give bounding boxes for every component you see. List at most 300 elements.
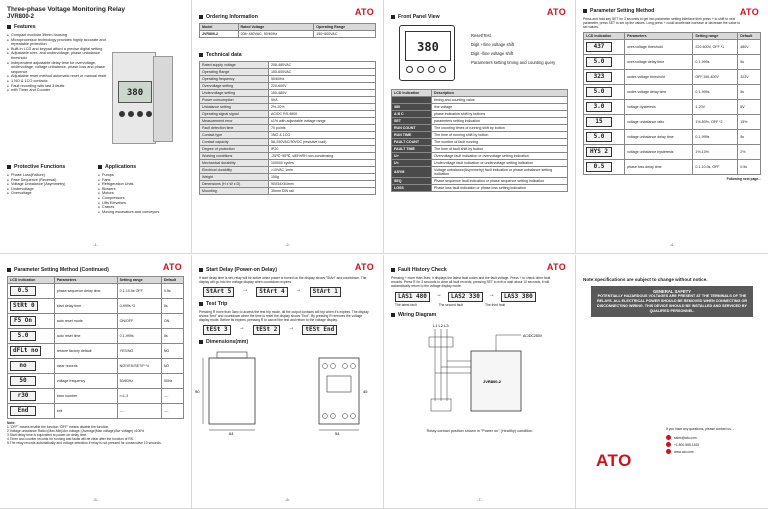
lcd-indication: SEQ (392, 178, 432, 185)
col-header: Setting range (693, 33, 738, 40)
table-row (584, 70, 761, 85)
parameter-name: auto reset mode (54, 314, 117, 329)
col-header: Default (161, 277, 183, 284)
wiring-heading: Wiring Diagram (391, 312, 568, 318)
lcd-indication (8, 359, 55, 374)
table-row (392, 104, 568, 111)
table-row (392, 146, 568, 153)
setting-range: 50/60Hz (117, 374, 161, 389)
application-item: ● Moving escavators and conveyors (98, 210, 200, 215)
lcd-indication: U< (392, 160, 432, 167)
web-icon (666, 449, 671, 454)
feature-item: ● Compact modular 35mm housing (7, 33, 109, 38)
spec-name: Contact type (200, 132, 269, 139)
lcd-indication (8, 284, 55, 299)
fault-lcd-row: LAS1 480 → LAS2 330 → LAS3 380 (395, 292, 568, 302)
default-value: 5V (738, 100, 761, 115)
default-value: NO (161, 344, 183, 359)
lcd-display: tESt End (302, 325, 337, 335)
phone-number[interactable]: +1 800-585-1519 (674, 442, 700, 447)
front-view (319, 358, 359, 424)
lcd-indication: LOSS (392, 185, 432, 192)
table-row (200, 139, 376, 146)
lcd-display: no (10, 361, 36, 371)
lcd-description: parameters setting indication (432, 118, 568, 125)
lcd-display: 5.0 (586, 87, 612, 97)
table-row (584, 145, 761, 160)
table-row (392, 97, 568, 104)
set-button-icon[interactable] (439, 66, 446, 73)
feature-item: ● 1 NO & 1CO contacts (7, 79, 109, 84)
lcd-description: Overvoltage fault indication or overvoltage setting indication (432, 153, 568, 160)
setting-range: 0.1-999s (117, 329, 161, 344)
lcd-indication (584, 145, 625, 160)
page-number: -6- (285, 497, 290, 502)
lcd-indication: FAULT TIME (392, 146, 432, 153)
lcd-indication: ASYM (392, 167, 432, 178)
lcd-description: The time of fault shift by button (432, 146, 568, 153)
phone-icon (666, 442, 671, 447)
spec-name: Weight (200, 174, 269, 181)
spec-value: 100000 cycles (268, 160, 375, 167)
table-row (200, 160, 376, 167)
table-row (200, 146, 376, 153)
page-number: -4- (669, 242, 675, 247)
start-delay-text: If start delay time is set, relay will be active when power is turned on the display shows "StArt" and countdown. The display will go into the voltage display when countdown expires. (199, 276, 367, 285)
start-delay-heading: Start Delay (Power-on Delay) (199, 267, 376, 273)
lcd-display: tESt 3 (203, 325, 231, 335)
setting-range: YES/NO (117, 344, 161, 359)
note-item: 2.Voltage unbalance Ratio=(Max-Min)/Avr voltage; (Average(Max voltage)/Avr voltage) x100% (7, 429, 145, 434)
lcd-indication (8, 329, 55, 344)
lcd-indication: RUN COUNT (392, 125, 432, 132)
parameter-name: voltage unbalance delay time (625, 130, 693, 145)
table-row (584, 100, 761, 115)
lcd-display: dFLt no (10, 346, 41, 356)
col-header: Rated Voltage (238, 24, 314, 31)
lcd-display: StRt 0 (10, 301, 38, 311)
table-row (8, 344, 184, 359)
spec-value: 155g (268, 174, 375, 181)
lcd-display: 5.0 (10, 331, 36, 341)
page-6 (192, 255, 384, 509)
fault-history-text: Pressing + more than 3sec, it displays the latest fault codes and the fault voltage. Press + to check other fault records. Press R for 3 seconds to clear all fault records; pressing SET to exit or wait about 10 seconds, it will automatically return to the voltage display mode. (391, 276, 551, 289)
wiring-diagram (391, 321, 569, 429)
lcd-display: 5.0 (586, 57, 612, 67)
lcd-display: StArt 5 (203, 287, 234, 297)
page-number: -7- (477, 497, 482, 502)
setting-range: 0.1-10.0s OFF (117, 284, 161, 299)
lcd-indication (8, 314, 55, 329)
spec-value: 150-480V (268, 90, 375, 97)
device-lcd: 380 (118, 81, 152, 103)
protective-list (7, 173, 109, 196)
table-row (200, 62, 376, 69)
application-item: ● Compressors (98, 196, 200, 201)
lcd-indication (584, 55, 625, 70)
feature-item: ● Fault recording with last 3 faults (7, 84, 109, 89)
table-row (8, 404, 184, 419)
legend-item: Reset/Test (471, 33, 491, 38)
setting-range: 1%-10% (693, 145, 738, 160)
table-row (8, 284, 184, 299)
lcd-description: Voltage unbalance(Asymmetry) fault indication or phase unbalance setting indication (432, 167, 568, 178)
protective-item: ● Undervoltage (7, 187, 109, 192)
spec-name: Operating frequency (200, 76, 269, 83)
default-value: 5s (161, 329, 183, 344)
spec-name: Electrical durability (200, 167, 269, 174)
lcd-description: Phase sequence fault indication or phase sequence setting indication (432, 178, 568, 185)
parameter-name: under-voltage delay time (625, 85, 693, 100)
col-header: LCD indication (584, 33, 625, 40)
setting-range: 1%-50%, OFF *2 (693, 115, 738, 130)
relay-caption: Relay contact position shown in "Power on" (Healthy) condition (426, 429, 533, 434)
table-row (200, 167, 376, 174)
application-item: ● Blowers (98, 187, 200, 192)
table-row (584, 85, 761, 100)
page-4 (576, 0, 768, 254)
page-number: -5- (93, 497, 98, 502)
table-row (200, 69, 376, 76)
spec-name: Mechanical durability (200, 160, 269, 167)
table-row (8, 314, 184, 329)
note-item: 1."OFF" means enable the function "OFF" means disable the function. (7, 425, 110, 430)
plus-button-icon[interactable] (417, 66, 424, 73)
applications-heading: Applications (98, 164, 188, 170)
default-value: 5s (738, 55, 761, 70)
lcd-display: r30 (10, 391, 36, 401)
relay-model-label: JVR800-2 (483, 379, 502, 385)
parameter-name: voltage unbalance hysteresis (625, 145, 693, 160)
website-link[interactable]: www.ato.com (674, 449, 694, 454)
spec-name: Undervoltage setting (200, 90, 269, 97)
start-lcd-row: StArt 5 → StArt 4 → StArt 1 (203, 287, 376, 297)
tech-table (199, 61, 376, 195)
table-row (200, 118, 376, 125)
table-row (392, 132, 568, 139)
lcd-display: 0.5 (586, 162, 612, 172)
test-lcd-row: tESt 3 → tESt 2 → tESt End (203, 325, 376, 335)
lcd-indication (584, 115, 625, 130)
lcd-display: End (10, 406, 36, 416)
page-number: -1- (93, 242, 98, 247)
table-row (392, 160, 568, 167)
default-value: NO (161, 359, 183, 374)
setting-range: 0.1-999s (693, 55, 738, 70)
side-view (209, 358, 255, 424)
minus-button-icon[interactable] (428, 66, 435, 73)
table-row (392, 118, 568, 125)
fault-caption: The second fault (438, 303, 464, 308)
spec-value: 90X54X64mm (268, 181, 375, 188)
test-trip-text: Pressing R more than 3sec to access the test trip mode, all the output contacts will trip when it's expires. The display shows "test" and countdown when the time is reset the display shows "End". By pressing R removes the voltage display mode. Before its expires, pressing R to cancel the test and return to the voltage display. (199, 310, 369, 323)
ato-logo: ATO (739, 7, 759, 17)
lcd-indication: SET (392, 118, 432, 125)
protective-item: ● Voltage Unbalance (Asymmetry) (7, 182, 109, 187)
default-value: 0.5s (161, 284, 183, 299)
note-item: 3.Start delay time is equivalent to power-on delay time. (7, 433, 88, 438)
table-row (584, 160, 761, 175)
ordering-table (199, 23, 376, 38)
page-7 (384, 255, 576, 509)
default-value: 5s (738, 130, 761, 145)
ato-logo: ATO (354, 262, 374, 272)
page-8 (576, 255, 768, 509)
table-row (200, 153, 376, 160)
parameter-name: exit (54, 404, 117, 419)
table-row (584, 115, 761, 130)
lcd-indication: RUN TIME (392, 132, 432, 139)
relay-device-side (153, 56, 173, 142)
feature-item: ● with Timer and Counter (7, 88, 109, 93)
table-row (200, 181, 376, 188)
param-heading-continued: Parameter Setting Method (Continued) (7, 267, 117, 273)
application-item: ● Cranes (98, 205, 200, 210)
setting-range: 0-999s *3 (117, 299, 161, 314)
lcd-indication (584, 70, 625, 85)
spec-name: Working conditions (200, 153, 269, 160)
test-trip-heading: Test Trip (199, 301, 376, 307)
feature-item: ● Adjustable reset method automatic reset or manual reset (7, 74, 109, 79)
model-number: JVR800-2 (7, 14, 35, 20)
ato-logo: ATO (354, 7, 374, 17)
lcd-description: Undervoltage fault indication or undervoltage setting indication (432, 160, 568, 167)
col-header: LCD indication (8, 277, 55, 284)
default-value: ON (161, 314, 183, 329)
param-table-continued (7, 276, 184, 419)
table-row (200, 125, 376, 132)
spec-value: -25℃~55℃, ≤85%RH non-condensing (268, 153, 375, 160)
setting-range: 0.1-999s (693, 130, 738, 145)
setting-range: 0.1-10.0s, OFF (693, 160, 738, 175)
table-row (8, 299, 184, 314)
feature-item: ● Built-in LCD and keypad afford a precise digital setting (7, 47, 109, 52)
lcd-description: line voltage (432, 104, 568, 111)
table-row (8, 359, 184, 374)
lcd-indication-table (391, 89, 568, 192)
setting-range: 220-600V, OFF *1 (693, 40, 738, 55)
applications-list (98, 173, 200, 214)
spec-name: Unbalance setting (200, 104, 269, 111)
parameter-name: voltage unbalance ratio (625, 115, 693, 130)
lcd-display: LAS1 480 (395, 292, 430, 302)
table-row (200, 83, 376, 90)
spec-value: AC/DC RS-4800 (268, 111, 375, 118)
ato-logo: ATO (546, 7, 566, 17)
spec-change-note: Note:specifications are subject to change without notice. (583, 277, 708, 282)
parameter-name: phase sequence delay time (54, 284, 117, 299)
parameter-name: baro number (54, 389, 117, 404)
parameter-name: clear records (54, 359, 117, 374)
page-1 (0, 0, 192, 254)
spec-value: 220-600V (268, 83, 375, 90)
lcd-description: phase indication shift by buttons (432, 111, 568, 118)
safety-text: POTENTIALLY HAZARDOUS VOLTAGES ARE PRESENT AT THE TERMINALS OF THE RELAYS. ALL ELECTRICAL POWER SHOULD BE REMOVED WHEN CONNECTING OR DISCONNECTING WIRING. THIS DEVICE SHOULD BE INSTALLED AND SERVICED BY QUALIFIED PERSONNEL. (597, 294, 747, 313)
contact-text: If you have any questions, please contact us... (666, 427, 734, 431)
table-row (200, 97, 376, 104)
spec-value: 5A,250VAC/30VDC (resistive load) (268, 139, 375, 146)
lcd-display: HYS 2 (586, 147, 612, 157)
lcd-display: 3.0 (586, 102, 612, 112)
lcd-description: The counting times of running shift by button (432, 125, 568, 132)
table-row (392, 167, 568, 178)
spec-value: 208-480VAC (268, 62, 375, 69)
safety-title: GENERAL SAFETY (652, 289, 692, 294)
default-value: 50Hz (161, 374, 183, 389)
lcd-indication (584, 85, 625, 100)
parameter-name: auto reset time (54, 329, 117, 344)
lcd-description: The time of running shift by button (432, 132, 568, 139)
table-row (392, 111, 568, 118)
table-row (200, 132, 376, 139)
protective-item: ● Overvoltage (7, 191, 109, 196)
table-row (8, 374, 184, 389)
panel-lcd-value: 380 (417, 40, 439, 54)
table-row (584, 40, 761, 55)
table-row (392, 185, 568, 192)
lcd-indication (584, 160, 625, 175)
lcd-indication (8, 299, 55, 314)
lcd-indication (8, 389, 55, 404)
param-table (583, 32, 761, 175)
spec-name: Operating signal signal (200, 111, 269, 118)
spec-name: Fault detection time (200, 125, 269, 132)
note-item: 5.The relay records automatically and voltage detection if relay is not pressed for consecutive 10 seconds. (7, 441, 162, 446)
page-3 (384, 0, 576, 254)
lcd-description: Phase loss fault indication or phase loss setting indication (432, 185, 568, 192)
default-value: ---- (161, 389, 183, 404)
default-value: 15% (738, 115, 761, 130)
lcd-display: StArt 1 (310, 287, 341, 297)
lcd-indication (584, 40, 625, 55)
reset-button-icon[interactable] (406, 66, 413, 73)
lcd-display: 0.5 (10, 286, 36, 296)
relay-device-image (112, 52, 156, 144)
lcd-display: 15 (586, 117, 612, 127)
lcd-display: 5.0 (586, 132, 612, 142)
email-link[interactable]: sales@ato.com (674, 435, 697, 440)
setting-range: NO/YES/SET/P *4 (117, 359, 161, 374)
table-row (392, 178, 568, 185)
email-icon (666, 435, 671, 440)
feature-item: ● Adjustable over- and undervoltage, phase unbalance threshold (7, 51, 109, 60)
application-item: ● Fans (98, 178, 200, 183)
table-row (200, 76, 376, 83)
spec-value: 5VA (268, 97, 375, 104)
tech-heading: Technical data (199, 52, 376, 58)
dim-label: 54 (335, 431, 340, 437)
table-row (200, 174, 376, 181)
setting-range: 1-20V (693, 100, 738, 115)
lcd-indication (584, 130, 625, 145)
default-value: 0.5s (738, 160, 761, 175)
col-header: Default (738, 33, 761, 40)
legend-item: Digit -/line voltage shift (471, 51, 514, 56)
lcd-display: StArt 4 (256, 287, 287, 297)
table-row (392, 125, 568, 132)
fault-caption: The latest fault (395, 303, 417, 308)
lcd-indication (8, 374, 55, 389)
general-safety-box (591, 286, 753, 317)
feature-item: ● Microprocessor technology provides highly accurate and repeatable protection (7, 38, 109, 47)
fault-caption: The third fault (485, 303, 506, 308)
col-header: Setting range (117, 277, 161, 284)
legend-item: Parameters setting timing and counting query (471, 60, 556, 65)
lcd-display: 437 (586, 42, 612, 52)
spec-value: 70 points (268, 125, 375, 132)
spec-value: >10VAC 1min (268, 167, 375, 174)
front-panel-drawing (391, 23, 568, 85)
ato-logo: ATO (546, 262, 566, 272)
col-header: Parameters (625, 33, 693, 40)
spec-name: Mounting (200, 188, 269, 195)
table-row (8, 389, 184, 404)
parameter-name: under-voltage threshold (625, 70, 693, 85)
dim-label: 64 (229, 431, 234, 437)
spec-value: 35mm DIN rail (268, 188, 375, 195)
dim-label: 45 (363, 389, 368, 395)
protective-item: ● Pase Sequence (Reversal) (7, 178, 109, 183)
spec-value: 1NO & 1CO (268, 132, 375, 139)
spec-value: 2%-20% (268, 104, 375, 111)
application-item: ● Refrigeration Units (98, 182, 200, 187)
col-header: Description (432, 90, 568, 97)
lcd-indication: A B C (392, 111, 432, 118)
table-row (8, 329, 184, 344)
spec-name: Power consumption (200, 97, 269, 104)
spec-value: 50/60Hz (268, 76, 375, 83)
spec-name: Rated supply voltage (200, 62, 269, 69)
parameter-name: start delay time (54, 299, 117, 314)
protective-item: ● Phase Loss(Failure) (7, 173, 109, 178)
lcd-indication (584, 100, 625, 115)
table-row (392, 153, 568, 160)
table-row (392, 139, 568, 146)
phase-labels: L1 L2 L3 (433, 323, 449, 329)
setting-range: ON/OFF (117, 314, 161, 329)
col-header: LCD Indication (392, 90, 432, 97)
param-intro: Press and hold key SET for 3 seconds to get into parameter setting interface then press + to shift to next parameter, press SET to set up the values. Long press + could accelerate increase or decrease the value to set values. (583, 17, 741, 30)
default-value: 323V (738, 70, 761, 85)
notes-title: Note: (7, 421, 16, 425)
parameter-name: restore factory default (54, 344, 117, 359)
page-5 (0, 255, 192, 509)
lcd-indication (8, 404, 55, 419)
spec-value: IP20 (268, 146, 375, 153)
col-header: Parameters (54, 277, 117, 284)
ato-logo-large: ATO (596, 451, 632, 470)
feature-item: ● Independent adjustable delay time for overvoltage, undervoltage, voltage unbalance, phase loss and phase sequence (7, 61, 109, 75)
features-list (7, 33, 109, 93)
lcd-display: 323 (586, 72, 612, 82)
page-title: Three-phase Voltage Monitoring Relay (7, 6, 125, 13)
default-value: 480V (738, 40, 761, 55)
lcd-indication: 380 (392, 104, 432, 111)
dim-label: 90 (195, 389, 200, 395)
col-header: Model (200, 24, 239, 31)
table-row (584, 55, 761, 70)
spec-name: Dimensions (H x W x D) (200, 181, 269, 188)
spec-name: Overvoltage setting (200, 83, 269, 90)
ordering-heading: Ordering Information (199, 14, 376, 20)
setting-range: ---- (117, 404, 161, 419)
application-item: ● Motors (98, 191, 200, 196)
page-number: -2- (285, 242, 290, 247)
dimensions-drawing (195, 348, 377, 437)
lcd-description: timing and counting value (432, 97, 568, 104)
spec-name: Measurement error (200, 118, 269, 125)
parameter-name: over-voltage threshold (625, 40, 693, 55)
